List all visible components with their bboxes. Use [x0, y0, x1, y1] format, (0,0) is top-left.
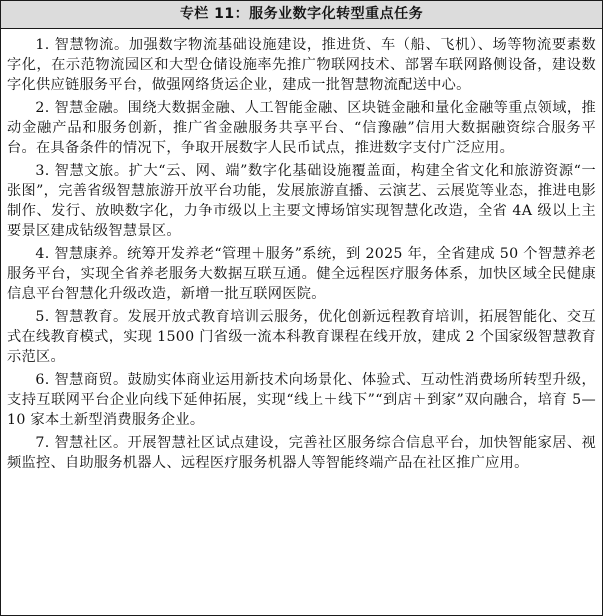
- task-item-finance: 2. 智慧金融。围绕大数据金融、人工智能金融、区块链金融和量化金融等重点领域，推动金融产品和服务创新，推广省金融服务共享平台、“信豫融”信用大数据融资综合服务平台。在具备条件的情况下，争取开展数字人民币试点，推进数字支付广泛应用。: [7, 100, 596, 156]
- task-item-commerce: 6. 智慧商贸。鼓励实体商业运用新技术向场景化、体验式、互动性消费场所转型升级，支持互联网平台企业向线下延伸拓展，实现“线上＋线下”“到店＋到家”双向融合，培育 5—10 家本土新型消费服务企业。: [7, 372, 596, 428]
- task-item-health-care: 4. 智慧康养。统筹开发养老“管理＋服务”系统，到 2025 年，全省建成 50 个智慧养老服务平台，实现全省养老服务大数据互联互通。健全远程医疗服务体系，加快区域全民健康信息平台智慧化升级改造，新增一批互联网医院。: [7, 246, 596, 302]
- column-title: 专栏 11：服务业数字化转型重点任务: [1, 1, 602, 29]
- task-item-logistics: 1. 智慧物流。加强数字物流基础设施建设，推进货、车（船、飞机）、场等物流要素数字化，在示范物流园区和大型仓储设施率先推广物联网技术、部署车联网路侧设备，建设数字化供应链服务平台，做强网络货运企业，建成一批智慧物流配送中心。: [7, 37, 596, 93]
- task-item-culture-tourism: 3. 智慧文旅。扩大“云、网、端”数字化基础设施覆盖面，构建全省文化和旅游资源“一张图”，完善省级智慧旅游开放平台功能，发展旅游直播、云演艺、云展览等业态，推进电影制作、发行、放映数字化，力争市级以上主要文博场馆实现智慧化改造，全省 4A 级以上主要景区建成钻级智慧景区。: [7, 163, 596, 239]
- task-item-education: 5. 智慧教育。发展开放式教育培训云服务，优化创新远程教育培训，拓展智能化、交互式在线教育模式，实现 1500 门省级一流本科教育课程在线开放，建成 2 个国家级智慧教育示范区。: [7, 309, 596, 365]
- column-content: [1, 29, 602, 473]
- task-item-community: 7. 智慧社区。开展智慧社区试点建设，完善社区服务综合信息平台，加快智能家居、视频监控、自助服务机器人、远程医疗服务机器人等智能终端产品在社区推广应用。: [7, 435, 596, 471]
